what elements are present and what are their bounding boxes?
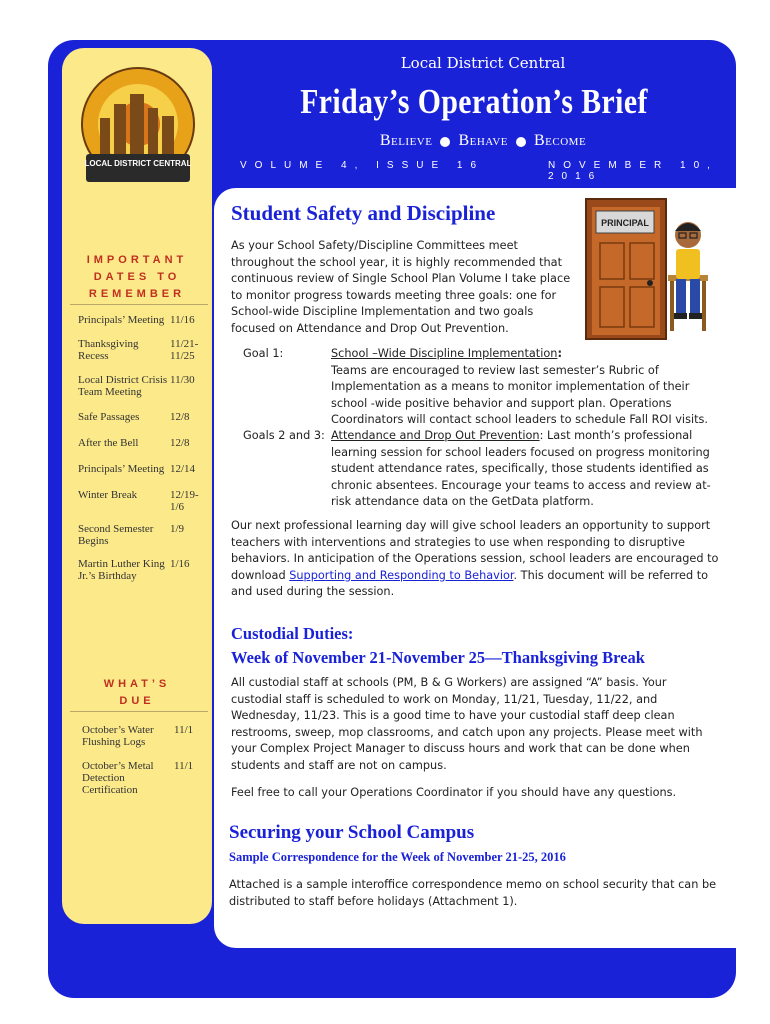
goal1-text: Teams are encouraged to review last semester’s Rubric of Implementation as a means to monitor implementation of their school -wide positive behavior and support plan. Operations Coordinators will contact school leaders to schedule Fall ROI visits. <box>331 363 709 426</box>
sidebar-divider <box>70 304 208 305</box>
tagline <box>300 132 666 150</box>
custodial-heading: Custodial Duties: Week of November 21-November 25—Thanksgiving Break <box>231 624 645 667</box>
date-row: Second Semester Begins1/9 <box>78 523 185 547</box>
date-row: Principals’ Meeting 12/14 <box>78 463 196 475</box>
bullet-dot <box>440 137 450 147</box>
dates-heading: IMPORTANT DATES TO REMEMBER <box>86 254 188 300</box>
date-row: After the Bell 12/8 <box>78 437 190 449</box>
tag-believe: Believe <box>379 132 433 149</box>
date-row: Thanksgiving Recess11/21-11/25 <box>78 338 199 362</box>
goal1-title: School –Wide Discipline Implementation <box>331 347 558 360</box>
due-row: October’s Metal Detection Certification11/1 <box>82 760 194 796</box>
due-row: October’s Water Flushing Logs11/1 <box>82 724 194 748</box>
goal1-block: School –Wide Discipline Implementation: Teams are encouraged to review last semester’s Rubric of Implementation as a means to monitor implementation of their school -wide positive behavior and support plan. Operations Coordinators will contact school leaders to schedule Fall ROI visits. <box>331 347 709 426</box>
principal-door-illustration <box>578 195 716 343</box>
sidebar-divider <box>70 711 208 712</box>
goal23-label: Goals 2 and 3: <box>243 429 325 442</box>
volume-issue: VOLUME 4, ISSUE 16 <box>240 160 485 171</box>
district-logo <box>72 66 204 190</box>
goal23-text: : Last month’s professional learning session for school leaders focused on progress monitoring student attendance rates, specifically, those students identified as chronic absentees. Encourage your teams to access and review at-risk attendance data on the GetData platform. <box>331 429 711 508</box>
safety-heading: Student Safety and Discipline <box>231 201 496 225</box>
district-name: Local District Central <box>400 54 566 72</box>
due-heading: WHAT’S DUE <box>103 678 171 707</box>
date-row: Safe Passages 12/8 <box>78 411 190 423</box>
newsletter-title: Friday’s Operation’s Brief <box>300 82 648 121</box>
issue-date: NOVEMBER 10, 2016 <box>548 160 718 182</box>
supporting-behavior-link[interactable]: Supporting and Responding to Behavior <box>289 568 514 582</box>
date-row: Principals’ Meeting 11/16 <box>78 314 195 326</box>
goal1-label: Goal 1: <box>243 347 284 360</box>
date-row: Martin Luther King Jr.’s Birthday1/16 <box>78 558 190 582</box>
door-sign-text: PRINCIPAL <box>601 218 649 228</box>
custodial-contact: Feel free to call your Operations Coordinator if you should have any questions. <box>231 786 677 799</box>
logo-text: LOCAL DISTRICT CENTRAL <box>84 159 192 168</box>
date-row: Winter Break 12/19-1/6 <box>78 489 199 513</box>
tag-become: Become <box>534 132 587 149</box>
securing-heading: Securing your School Campus <box>229 822 475 843</box>
securing-para: Attached is a sample interoffice correspondence memo on school security that can be distributed to staff before holidays (Attachment 1). <box>229 878 717 908</box>
tag-behave: Behave <box>458 132 508 149</box>
safety-intro: As your School Safety/Discipline Committees meet throughout the school year, it is highly recommended that continuous review of Single School Plan Volume I take place to monitor progress towards meeting three goals: one for School-wide Discipline Implementation and two goals focused on Attendance and Drop Out Prevention. <box>231 239 571 335</box>
date-row: Local District Crisis Team Meeting11/30 <box>78 374 195 398</box>
goal23-block <box>331 428 729 511</box>
custodial-para: All custodial staff at schools (PM, B & G Workers) are assigned “A” basis. Your custodial staff is scheduled to work on Monday, 11/21, Tuesday, 11/22, and Wednesday, 11/23. This is a good time to have your custodial staff deep clean restrooms, sweep, mop classrooms, and catch upon any projects. Please meet with your Complex Project Manager to discuss hours and work that can be done when students and staff are not on campus. <box>231 676 703 772</box>
securing-subheading: Sample Correspondence for the Week of November 21-25, 2016 <box>229 850 566 864</box>
goal23-title: Attendance and Drop Out Prevention <box>331 429 540 442</box>
bullet-dot <box>516 137 526 147</box>
safety-outro: Our next professional learning day will give school leaders an opportunity to support teachers with interventions and strategies to use when responding to disruptive behaviors. In anticipation of the Operations session, school leaders are encouraged to download Supporting and Responding to Behavior. This document will be referred to and used during the session. <box>231 519 719 598</box>
